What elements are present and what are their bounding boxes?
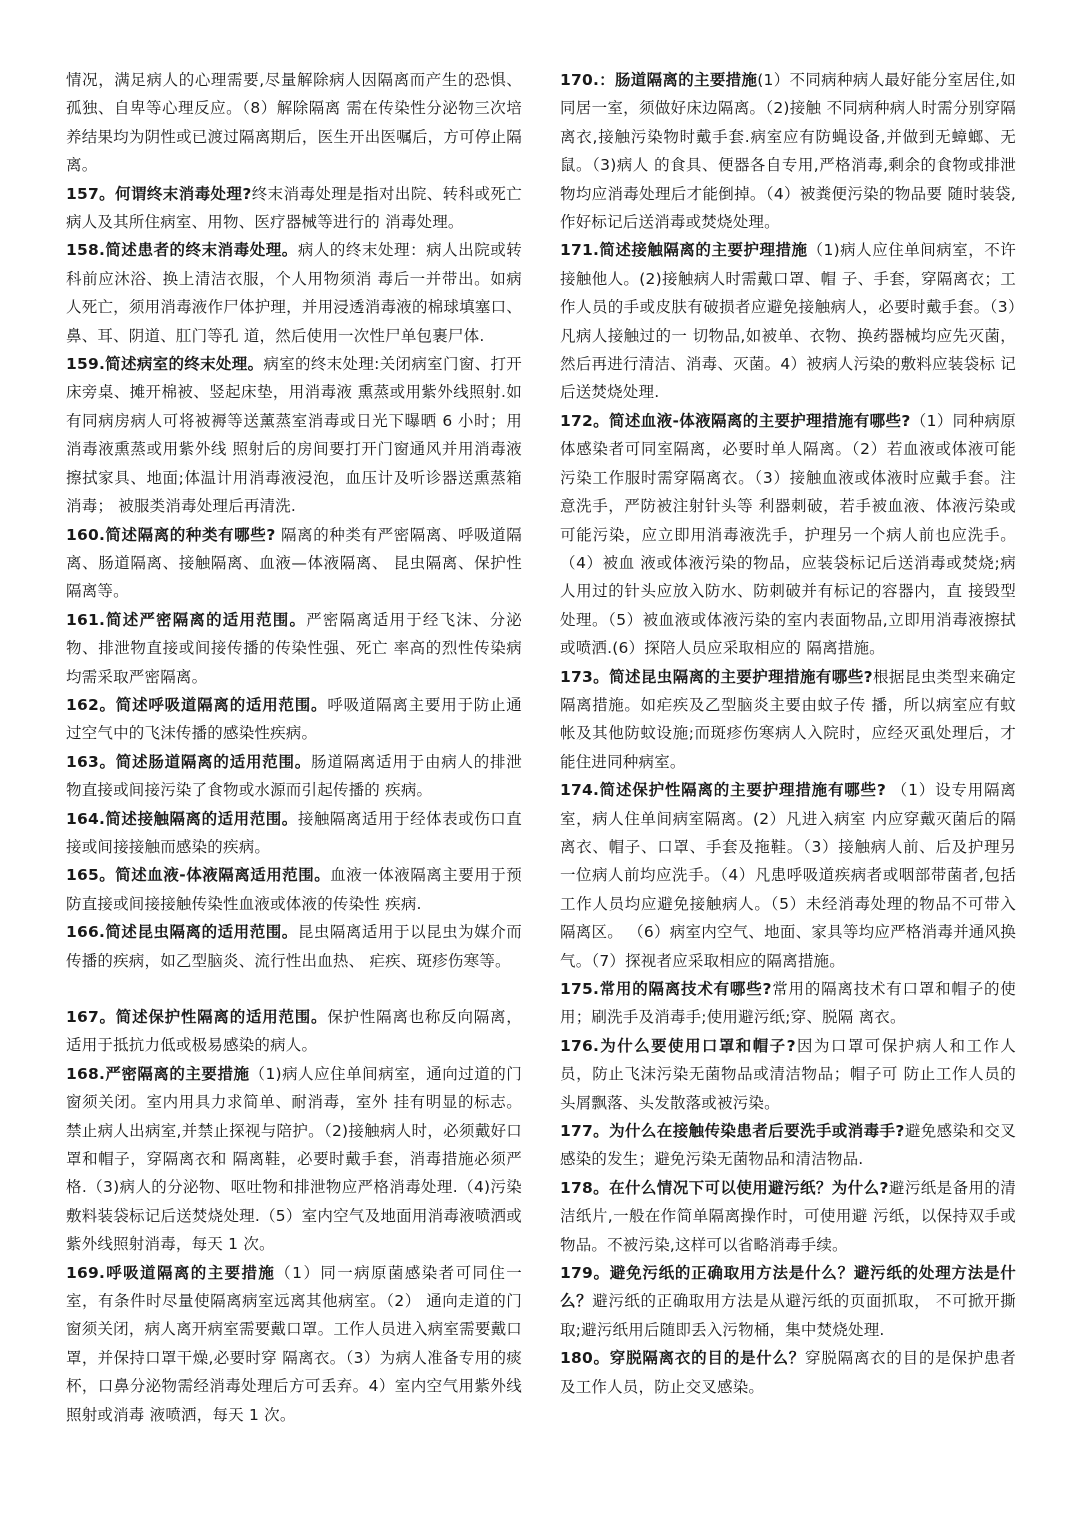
qa-item-166 xyxy=(66,918,522,975)
spacer xyxy=(66,975,522,1003)
question-text: 173。简述昆虫隔离的主要护理措施有哪些? xyxy=(560,667,873,686)
qa-item-172 xyxy=(560,407,1016,663)
question-text: 167。简述保护性隔离的适用范围。 xyxy=(66,1008,328,1026)
qa-item-160 xyxy=(66,521,522,606)
right-column xyxy=(560,66,1016,1401)
question-text: 168.严密隔离的主要措施 xyxy=(66,1064,250,1083)
answer-text: 穿脱隔离衣的目的是保护患者及工作人员，防止交叉感染。 xyxy=(560,1349,1016,1396)
qa-item-179 xyxy=(560,1259,1016,1344)
answer-text: 保护性隔离也称反向隔离，适用于抵抗力低或极易感染的病人。 xyxy=(66,1008,522,1055)
question-text: 179。避免污纸的正确取用方法是什么？避污纸的处理方法是什么？ xyxy=(560,1264,1016,1311)
question-text: 169.呼吸道隔离的主要措施 xyxy=(66,1263,276,1282)
question-text: 176.为什么要使用口罩和帽子? xyxy=(560,1036,796,1055)
question-text: 162。简述呼吸道隔离的适用范围。 xyxy=(66,695,328,714)
answer-text: 根据昆虫类型来确定隔离措施。如疟疾及乙型脑炎主要由蚊子传 播，所以病室应有蚊帐及其他防蚊设施;而斑疹伤寒病人入院时，应经灭虱处理后，才能住进同种病室。 xyxy=(560,667,1016,771)
question-text: 161.简述严密隔离的适用范围。 xyxy=(66,610,307,629)
question-text: 157。何谓终末消毒处理? xyxy=(66,184,252,203)
question-text: 163。简述肠道隔离的适用范围。 xyxy=(66,752,312,771)
question-text: 164.简述接触隔离的适用范围。 xyxy=(66,809,298,828)
qa-item-163 xyxy=(66,748,522,805)
qa-item-158 xyxy=(66,236,522,350)
question-text: 160.简述隔离的种类有哪些? xyxy=(66,525,276,544)
question-text: 166.简述昆虫隔离的适用范围。 xyxy=(66,923,298,942)
question-text: 170.：肠道隔离的主要措施 xyxy=(560,71,758,89)
answer-text: （1）同种病原体感染者可同室隔离，必要时单人隔离。（2）若血液或体液可能污染工作服时需穿隔离衣。（3）接触血液或体液时应戴手套。注意洗手，严防被注射针头等 利器刺破，若手被血液、体液污染或可能污染，应立即用消毒液洗手，护理另一个病人前也应洗手。（4）被血 液或体液污染的物品，应装袋标记后送消毒或焚烧;病人用过的针头应放入防水、防刺破并有标记的容器内，直 接毁型处理。（5）被血液或体液污染的室内表面物品,立即用消毒液擦拭或喷洒.(6）探陪人员应采取相应的 隔离措施。 xyxy=(560,411,1016,658)
answer-text: （1)病人应住单间病室，通向过道的门窗须关闭。室内用具力求简单、耐消毒，室外 挂有明显的标志。禁止病人出病室,并禁止探视与陪护。（2)接触病人时，必须戴好口罩和帽子，穿隔离衣和 隔离鞋，必要时戴手套，消毒措施必须严格.（3)病人的分泌物、呕吐物和排泄物应严格消毒处理.（4)污染 敷料装袋标记后送焚烧处理.（5）室内空气及地面用消毒液喷洒或紫外线照射消毒，每天 1 次。 xyxy=(66,1064,523,1254)
qa-item-169 xyxy=(66,1259,522,1429)
qa-item-171 xyxy=(560,236,1016,406)
qa-item-174 xyxy=(560,776,1016,975)
question-text: 159.简述病室的终末处理。 xyxy=(66,355,264,374)
answer-text: (1）不同病种病人最好能分室居住,如同居一室，须做好床边隔离。（2)接触 不同病种病人时需分别穿隔离衣,接触污染物时戴手套.病室应有防蝇设备,并做到无蟑螂、无鼠。（3)病人 的食具、便器各自专用,严格消毒,剩余的食物或排泄物均应消毒处理后才能倒掉。（4）被粪便污染的物品要 随时装袋,作好标记后送消毒或焚烧处理。 xyxy=(560,71,1017,232)
answer-text: 血液一体液隔离主要用于预防直接或间接接触传染性血液或体液的传染性 疾病. xyxy=(66,866,522,913)
answer-text: （1）设专用隔离室，病人住单间病室隔离。(2）凡进入病室 内应穿戴灭菌后的隔离衣、帽子、口罩、手套及拖鞋。（3）接触病人前、后及护理另一位病人前均应洗手。（4）凡患呼吸道疾病者或咽部带菌者,包括工作人员均应避免接触病人。（5）未经消毒处理的物品不可带入隔离区。 （6）病室内空气、地面、家具等均应严格消毒并通风换气。（7）探视者应采取相应的隔离措施。 xyxy=(560,781,1017,970)
left-column xyxy=(66,66,522,1429)
answer-text: 避免感染和交叉感染的发生；避免污染无菌物品和清洁物品. xyxy=(560,1122,1017,1169)
question-text: 180。穿脱隔离衣的目的是什么？ xyxy=(560,1349,806,1368)
question-text: 174.简述保护性隔离的主要护理措施有哪些? xyxy=(560,781,887,800)
answer-text: 严密隔离适用于经飞沫、分泌物、排泄物直接或间接传播的传染性强、死亡 率高的烈性传染病均需采取严密隔离。 xyxy=(66,610,522,686)
answer-text: （1)病人应住单间病室，不许接触他人。(2)接触病人时需戴口罩、帽 子、手套，穿隔离衣；工作人员的手或皮肤有破损者应避免接触病人，必要时戴手套。（3）凡病人接触过的一 切物品,如被单、衣物、换药器械均应先灭菌，然后再进行清洁、消毒、灭菌。4）被病人污染的敷料应装袋标 记后送焚烧处理. xyxy=(560,241,1016,402)
qa-item-177 xyxy=(560,1117,1016,1174)
qa-item-164 xyxy=(66,805,522,862)
answer-text: 呼吸道隔离主要用于防止通过空气中的飞沫传播的感染性疾病。 xyxy=(66,695,522,743)
answer-text: 因为口罩可保护病人和工作人员，防止飞沫污染无菌物品或清洁物品；帽子可 防止工作人员的头屑飘落、头发散落或被污染。 xyxy=(560,1036,1016,1112)
question-text: 175.常用的隔离技术有哪些? xyxy=(560,980,772,998)
qa-item-176 xyxy=(560,1032,1016,1117)
question-text: 158.简述患者的终末消毒处理。 xyxy=(66,241,298,260)
qa-item-168 xyxy=(66,1060,522,1259)
answer-text: 昆虫隔离适用于以昆虫为媒介而传播的疾病，如乙型脑炎、流行性出血热、 疟疾、斑疹伤寒等。 xyxy=(66,923,522,970)
question-text: 171.简述接触隔离的主要护理措施 xyxy=(560,241,808,260)
question-text: 172。简述血液-体液隔离的主要护理措施有哪些? xyxy=(560,411,911,430)
qa-item-159 xyxy=(66,350,522,520)
answer-text: 肠道隔离适用于由病人的排泄物直接或间接污染了食物或水源而引起传播的 疾病。 xyxy=(66,752,522,800)
qa-item-170 xyxy=(560,66,1016,236)
qa-item-173 xyxy=(560,663,1016,777)
answer-text: 常用的隔离技术有口罩和帽子的使用；刷洗手及消毒手;使用避污纸;穿、脱隔 离衣。 xyxy=(560,980,1016,1027)
qa-item-180 xyxy=(560,1344,1016,1401)
answer-text: 病人的终末处理：病人出院或转科前应沐浴、换上清洁衣服，个人用物须消 毒后一并带出。如病人死亡，须用消毒液作尸体护理，并用浸透消毒液的棉球填塞口、鼻、耳、阴道、肛门等孔 道，然后使用一次性尸单包裹尸体. xyxy=(66,241,522,345)
qa-item-167 xyxy=(66,1003,522,1060)
qa-item-175 xyxy=(560,975,1016,1032)
qa-item-157 xyxy=(66,180,522,237)
question-text: 165。简述血液-体液隔离适用范围。 xyxy=(66,866,331,885)
qa-item-162 xyxy=(66,691,522,748)
paragraph-continuation xyxy=(66,66,522,180)
qa-item-178 xyxy=(560,1174,1016,1259)
qa-item-165 xyxy=(66,861,522,918)
answer-text: 终末消毒处理是指对出院、转科或死亡病人及其所住病室、用物、医疗器械等进行的 消毒处理。 xyxy=(66,184,522,232)
answer-text: （1）同一病原菌感染者可同住一室，有条件时尽量使隔离病室远离其他病室。（2） 通向走道的门窗须关闭，病人离开病室需要戴口罩。工作人员进入病室需要戴口罩，并保持口罩干燥,必要时穿 隔离衣。（3）为病人准备专用的痰杯，口鼻分泌物需经消毒处理后方可丢弃。4）室内空气用紫外线照射或消毒 液喷洒，每天 1 次。 xyxy=(66,1263,522,1424)
question-text: 177。为什么在接触传染患者后要洗手或消毒手? xyxy=(560,1122,905,1141)
answer-text: 情况，满足病人的心理需要,尽量解除病人因隔离而产生的恐惧、孤独、自卑等心理反应。（8）解除隔离 需在传染性分泌物三次培养结果均为阴性或已渡过隔离期后，医生开出医嘱后，方可停止隔离。 xyxy=(66,71,522,175)
qa-item-161 xyxy=(66,606,522,691)
answer-text: 避污纸的正确取用方法是从避污纸的页面抓取， 不可掀开撕取;避污纸用后随即丢入污物桶，集中焚烧处理. xyxy=(560,1292,1016,1339)
answer-text: 接触隔离适用于经体表或伤口直接或间接接触而感染的疾病。 xyxy=(66,809,522,856)
question-text: 178。在什么情况下可以使用避污纸？为什么? xyxy=(560,1178,889,1197)
answer-text: 隔离的种类有严密隔离、呼吸道隔离、肠道隔离、接触隔离、血液—体液隔离、 昆虫隔离、保护性隔离等。 xyxy=(66,525,522,601)
answer-text: 病室的终末处理:关闭病室门窗、打开床旁桌、摊开棉被、竖起床垫，用消毒液 熏蒸或用紫外线照射.如有同病房病人可将被褥等送薰蒸室消毒或日光下曝晒 6 小时；用消毒液熏蒸或用紫外线 照射后的房间要打开门窗通风并用消毒液擦拭家具、地面;体温计用消毒液浸泡，血压计及听诊器送熏蒸箱消毒； 被服类消毒处理后再清洗. xyxy=(66,355,523,516)
answer-text: 避污纸是备用的清洁纸片,一般在作简单隔离操作时，可使用避 污纸，以保持双手或物品。不被污染,这样可以省略消毒手续。 xyxy=(560,1178,1016,1254)
